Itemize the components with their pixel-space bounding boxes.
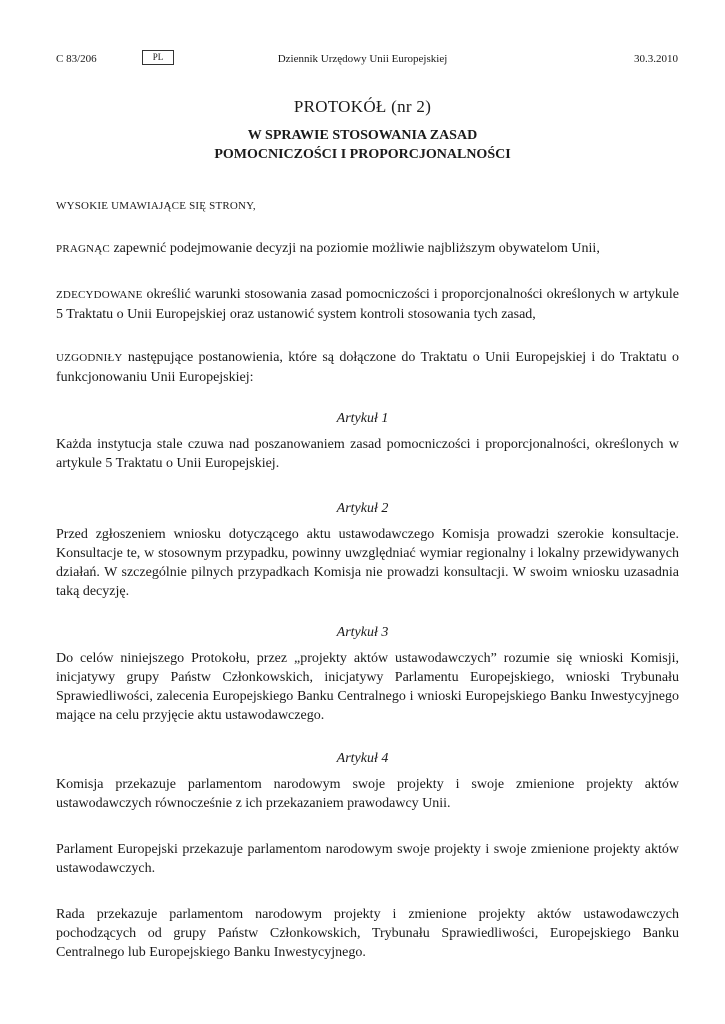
preamble-parties: WYSOKIE UMAWIAJĄCE SIĘ STRONY, (56, 200, 256, 212)
article-paragraph: Do celów niniejszego Protokołu, przez „projekty aktów ustawodawczych” rozumie się wnioski Komisji, inicjatywy grupy Państw Członkowskich, inicjatywy Parlamentu Europejskiego, wnioski Trybunału Sprawiedliwości, zalecenia Europejskiego Banku Centralnego i wnioski Europejskiego Banku Inwestycyjnego mające na celu przyjęcie aktu ustawodawczego. (56, 651, 679, 723)
preamble-lead-word: PRAGNĄC (56, 243, 110, 255)
preamble-lead-word: UZGODNIŁY (56, 352, 123, 364)
article-paragraph: Każda instytucja stale czuwa nad poszanowaniem zasad pomocniczości i proporcjonalności, określonych w artykule 5 Traktatu o Unii Europejskiej. (56, 437, 679, 471)
preamble-lead-word: ZDECYDOWANE (56, 289, 143, 301)
article-heading: Artykuł 4 (336, 751, 389, 766)
article-paragraph: Parlament Europejski przekazuje parlamentom narodowym swoje projekty i swoje zmienione projekty aktów ustawodawczych. (56, 842, 679, 876)
language-badge: PL (142, 50, 174, 65)
preamble-paragraph (56, 285, 679, 324)
preamble-text: zapewnić podejmowanie decyzji na poziomie możliwie najbliższym obywatelom Unii, (109, 241, 600, 256)
preamble-paragraph (56, 348, 679, 387)
article-paragraph: Przed zgłoszeniem wniosku dotyczącego aktu ustawodawczego Komisja prowadzi szerokie konsultacje. Konsultacje te, w stosownym przypadku, powinny uwzględniać wymiar regionalny i lokalny przewidywanych działań. W szczególnie pilnych przypadkach Komisja nie prowadzi konsultacji. W swoim wniosku uzasadnia taką decyzję. (56, 527, 679, 599)
article-heading: Artykuł 1 (336, 411, 389, 426)
journal-title: Dziennik Urzędowy Unii Europejskiej (277, 53, 448, 65)
protocol-subtitle-line-1: W SPRAWIE STOSOWANIA ZASAD (247, 128, 478, 143)
article-heading: Artykuł 3 (336, 625, 389, 640)
protocol-subtitle (0, 126, 725, 164)
article-paragraph: Rada przekazuje parlamentom narodowym projekty i zmienione projekty aktów ustawodawczych pochodzących od grupy Państw Członkowskich, Trybunału Sprawiedliwości, Europejskiego Banku Centralnego lub Europejskiego Banku Inwestycyjnego. (56, 907, 679, 960)
page-reference: C 83/206 (56, 53, 97, 65)
publication-date: 30.3.2010 (634, 53, 678, 65)
preamble-text: określić warunki stosowania zasad pomocniczości i proporcjonalności określonych w artykule 5 Traktatu o Unii Europejskiej oraz ustanowić system kontroli stosowania tych zasad, (56, 287, 679, 322)
article-heading: Artykuł 2 (336, 501, 389, 516)
protocol-subtitle-line-2: POMOCNICZOŚCI I PROPORCJONALNOŚCI (214, 147, 511, 162)
article-paragraph: Komisja przekazuje parlamentom narodowym swoje projekty i swoje zmienione projekty aktów ustawodawczych równocześnie z ich przekazaniem prawodawcy Unii. (56, 777, 679, 811)
preamble-paragraph (56, 239, 679, 259)
preamble-text: następujące postanowienia, które są dołączone do Traktatu o Unii Europejskiej i do Traktatu o funkcjonowaniu Unii Europejskiej: (56, 350, 679, 385)
protocol-title: PROTOKÓŁ (nr 2) (293, 97, 432, 116)
